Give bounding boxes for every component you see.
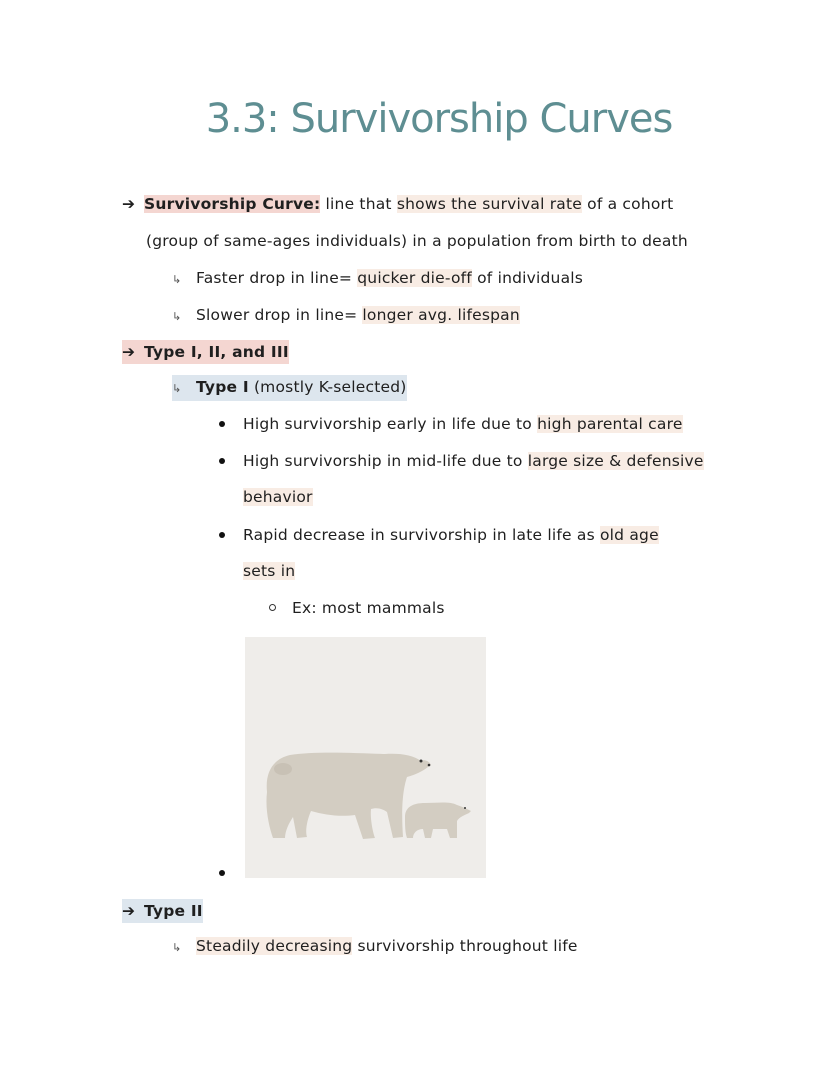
definition-line: ➔ Survivorship Curve: line that shows the survival rate of a cohort: [122, 192, 673, 216]
bullet-icon: [219, 458, 225, 464]
arrow-icon: ➔: [122, 902, 136, 920]
hollow-bullet-icon: [269, 604, 276, 611]
polar-bear-icon: [245, 637, 486, 878]
page-title: 3.3: Survivorship Curves: [205, 96, 673, 142]
bullet-item: Rapid decrease in survivorship in late life as old age: [243, 526, 659, 544]
arrow-icon: ➔: [122, 343, 136, 361]
bullet-icon: [219, 870, 225, 876]
sub-arrow-icon: ↳: [172, 382, 182, 395]
definition-line-2: (group of same-ages individuals) in a population from birth to death: [146, 232, 688, 250]
bullet-item: High survivorship in mid-life due to large size & defensive: [243, 452, 704, 470]
bullet-item: High survivorship early in life due to high parental care: [243, 415, 683, 433]
sub-arrow-icon: ↳: [172, 310, 182, 323]
term: Survivorship Curve:: [144, 195, 321, 213]
example-item: Ex: most mammals: [292, 599, 445, 617]
sub-arrow-icon: ↳: [172, 941, 182, 954]
types-heading: ➔ Type I, II, and III: [122, 340, 289, 364]
sub-arrow-icon: ↳: [172, 273, 182, 286]
bullet-item-cont: behavior: [243, 488, 313, 506]
arrow-icon: ➔: [122, 195, 136, 213]
sub-item: ↳ Steadily decreasing survivorship throughout life: [172, 934, 578, 960]
bullet-item-cont: sets in: [243, 562, 296, 580]
bullet-icon: [219, 532, 225, 538]
sub-item: ↳ Slower drop in line= longer avg. lifespan: [172, 303, 520, 329]
type2-heading: ➔ Type II: [122, 899, 203, 923]
bullet-icon: [219, 421, 225, 427]
type1-heading: ↳ Type I (mostly K-selected): [172, 375, 407, 401]
sub-item: ↳ Faster drop in line= quicker die-off of individuals: [172, 266, 583, 292]
polar-bear-image: [245, 637, 486, 878]
highlight: shows the survival rate: [396, 195, 583, 213]
